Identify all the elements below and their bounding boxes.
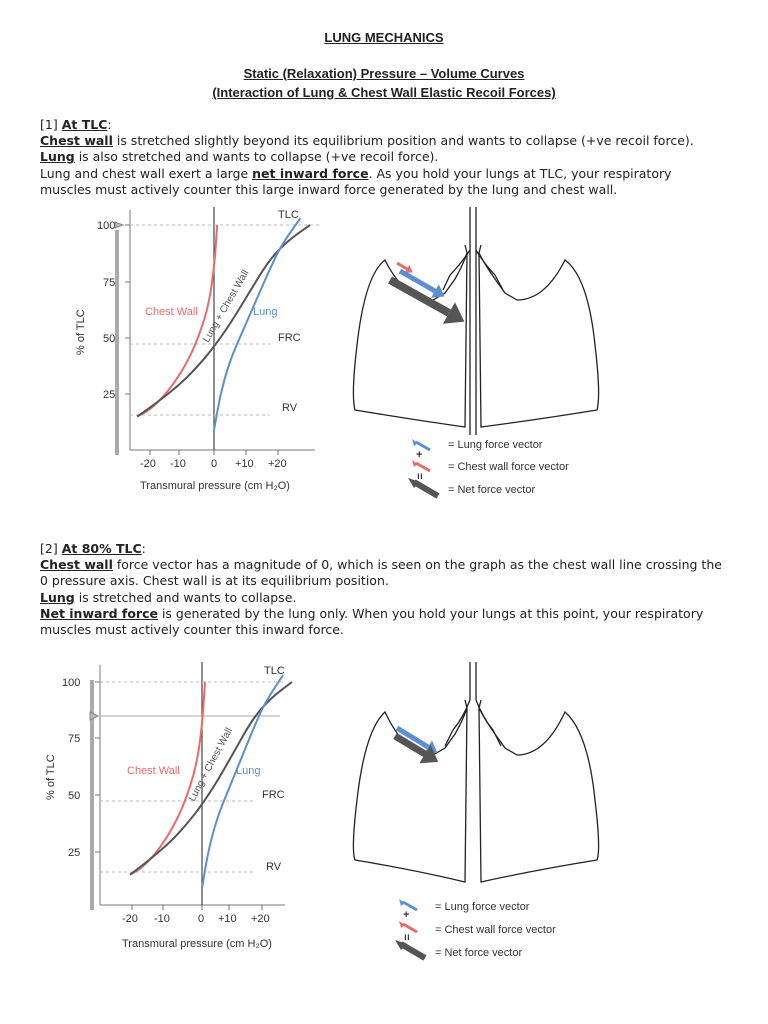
net-inward-force-term: net inward force (252, 165, 369, 181)
section-2-number: [2] (40, 541, 58, 556)
y-tick-label: 50 (68, 790, 81, 802)
lung-term: Lung (40, 589, 75, 605)
document-subtitle: Static (Relaxation) Pressure – Volume Curves (243, 66, 525, 81)
legend-plus: + (416, 449, 423, 461)
lung-vector-arrowhead (399, 899, 405, 906)
y-tick-label: 25 (103, 389, 116, 401)
lung-outline (353, 207, 598, 435)
lung-diagram-80-tlc (345, 660, 615, 890)
volume-slider-marker (115, 222, 123, 228)
chest-wall-vector-icon (403, 924, 417, 932)
section-2-colon: : (141, 541, 146, 556)
y-tick-label: 25 (68, 847, 81, 859)
y-axis-label: % of TLC (45, 754, 57, 800)
chest-wall-term: Chest wall (40, 133, 113, 149)
x-tick-label: -10 (154, 913, 170, 925)
combined-curve-label: Lung + Chest Wall (201, 268, 252, 345)
lung-curve-label: Lung (253, 306, 278, 318)
legend-equals: = (413, 473, 425, 480)
force-vectors (395, 728, 438, 763)
section-1-line-1: is stretched slightly beyond its equilibrium position and wants to collapse (+ve recoil force). (112, 133, 694, 149)
combined-curve (130, 682, 292, 875)
chest-wall-vector (397, 263, 407, 269)
chest-wall-curve (137, 225, 217, 417)
y-ticks (62, 677, 100, 859)
lung-diagram-tlc (345, 205, 615, 435)
frc-label: FRC (278, 332, 301, 344)
document-title: LUNG MECHANICS (324, 30, 444, 45)
document-subtitle-2: (Interaction of Lung & Chest Wall Elastic Recoil Forces) (212, 85, 556, 100)
rv-label: RV (282, 402, 298, 414)
x-tick-label: +20 (251, 913, 270, 925)
legend-lung-label: = Lung force vector (435, 901, 530, 913)
legend-chest-label: = Chest wall force vector (435, 924, 556, 936)
section-2-line-1: force vector has a magnitude of 0, which is seen on the graph as the chest wall line crossing the (112, 557, 722, 573)
rv-label: RV (266, 861, 282, 873)
section-2-line-3: is generated by the lung only. When you hold your lungs at this point, your respiratory (157, 605, 704, 621)
legend-lung-label: = Lung force vector (448, 439, 543, 451)
x-axis-label: Transmural pressure (cm H₂O) (140, 480, 290, 492)
section-1-number: [1] (40, 117, 58, 132)
section-2-line-4: muscles must actively counter this inward force. (40, 622, 344, 638)
tlc-label: TLC (278, 209, 299, 221)
y-tick-label: 75 (68, 733, 81, 745)
legend-net-label: = Net force vector (448, 484, 536, 496)
legend-equals: = (400, 934, 412, 941)
chest-wall-curve-label: Chest Wall (145, 306, 198, 318)
legend-80-tlc (387, 890, 587, 962)
legend-chest-label: = Chest wall force vector (448, 461, 569, 473)
lung-curve (214, 218, 300, 430)
chest-wall-curve-label: Chest Wall (127, 765, 180, 777)
section-1-line-2: is also stretched and wants to collapse (+ve recoil force). (74, 149, 439, 165)
lung-curve (202, 675, 283, 888)
x-tick-label: 0 (198, 913, 205, 925)
y-ticks (97, 220, 130, 401)
lung-outline (353, 662, 598, 882)
x-tick-label: -10 (170, 458, 186, 470)
section-1-line-4: muscles must actively counter this large inward force generated by the lung and chest wall. (40, 181, 618, 197)
x-ticks (140, 450, 287, 470)
section-1-text (40, 117, 740, 198)
section-2-heading: At 80% TLC (61, 541, 142, 556)
curves (130, 675, 292, 888)
y-tick-label: 50 (103, 333, 116, 345)
chest-wall-curve (130, 682, 205, 875)
x-ticks (122, 905, 270, 925)
chest-wall-term: Chest wall (40, 557, 113, 573)
curves (137, 218, 310, 430)
x-axis-label: Transmural pressure (cm H₂O) (122, 938, 272, 950)
chest-wall-vector-arrowhead (399, 921, 405, 928)
chest-wall-vector-arrowhead (412, 460, 418, 467)
x-tick-label: 0 (211, 458, 218, 470)
pv-graph-80-tlc (40, 660, 310, 955)
x-tick-label: -20 (122, 913, 138, 925)
lung-vector-arrowhead (412, 439, 418, 446)
y-tick-label: 100 (62, 677, 81, 689)
y-tick-label: 100 (97, 220, 116, 232)
y-tick-label: 75 (103, 277, 116, 289)
volume-slider-track (115, 230, 119, 455)
section-2-line-1b: 0 pressure axis. Chest wall is at its equilibrium position. (40, 573, 389, 589)
section-1-line-3-post: . As you hold your lungs at TLC, your respiratory (368, 165, 672, 181)
frc-label: FRC (262, 789, 285, 801)
section-1-colon: : (107, 117, 112, 132)
x-tick-label: +10 (235, 458, 254, 470)
combined-curve-label: Lung + Chest Wall (186, 726, 235, 804)
lung-curve-label: Lung (236, 765, 261, 777)
y-axis-label: % of TLC (75, 309, 87, 355)
lung-term: Lung (40, 149, 75, 165)
tlc-label: TLC (264, 665, 285, 677)
legend-plus: + (403, 909, 410, 921)
chest-wall-vector-icon (416, 463, 430, 471)
section-2-text (40, 541, 740, 638)
x-tick-label: -20 (140, 458, 156, 470)
legend-tlc (400, 430, 600, 500)
section-1-line-3-pre: Lung and chest wall exert a large (40, 165, 253, 181)
legend-net-label: = Net force vector (435, 947, 523, 959)
net-inward-force-term: Net inward force (40, 605, 158, 621)
section-1-heading: At TLC (61, 117, 108, 132)
x-tick-label: +20 (268, 458, 287, 470)
pv-graph-tlc (70, 205, 340, 500)
x-tick-label: +10 (218, 913, 237, 925)
section-2-line-2: is stretched and wants to collapse. (74, 589, 297, 605)
